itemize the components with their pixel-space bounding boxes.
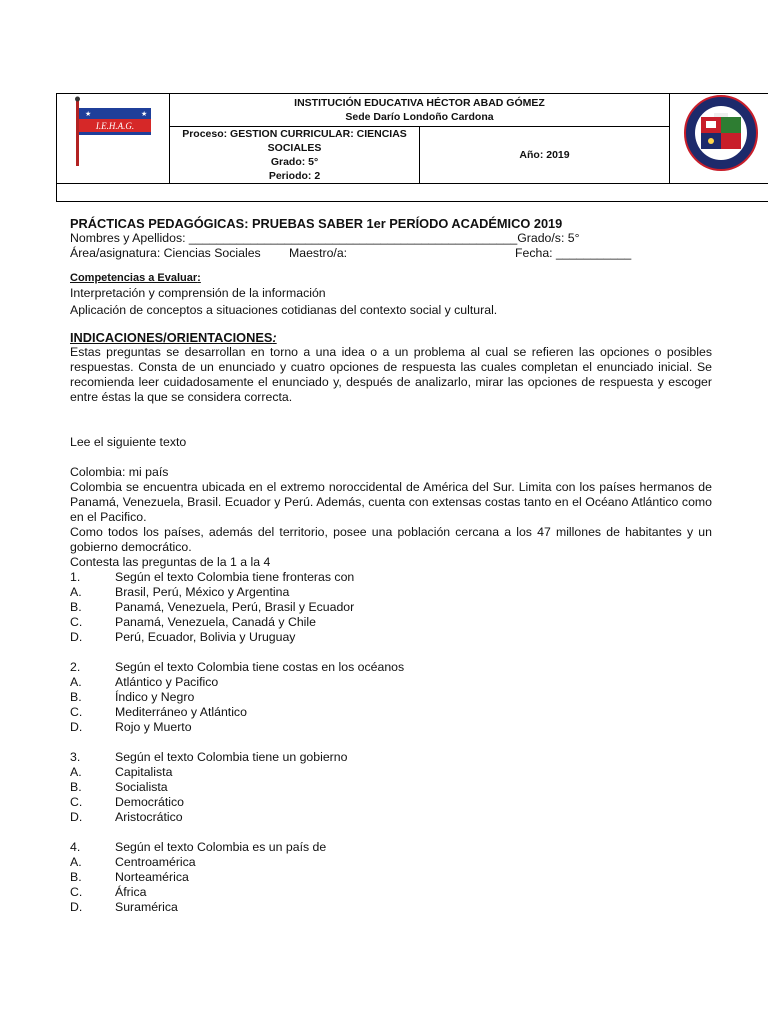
texto-paragraph-2: Como todos los países, además del territorio, posee una población cercana a los 47 millones de habitantes y un gobierno democrático. bbox=[70, 525, 712, 554]
answer-option[interactable] bbox=[70, 600, 712, 615]
question-stem bbox=[70, 840, 712, 855]
option-text: Índico y Negro bbox=[115, 690, 195, 704]
option-letter: C. bbox=[70, 615, 83, 629]
svg-text:★: ★ bbox=[85, 111, 92, 118]
fecha-field[interactable]: Fecha: ___________ bbox=[515, 246, 632, 260]
answer-option[interactable] bbox=[70, 585, 712, 600]
year-cell bbox=[420, 127, 670, 184]
option-text: Brasil, Perú, México y Argentina bbox=[115, 585, 290, 599]
contesta-instruction: Contesta las preguntas de la 1 a la 4 bbox=[70, 555, 271, 569]
nombres-field[interactable]: Nombres y Apellidos: ________________________________________________ bbox=[70, 231, 518, 245]
option-letter: A. bbox=[70, 675, 82, 689]
answer-option[interactable] bbox=[70, 705, 712, 720]
grade-text: Grado: 5° bbox=[270, 156, 319, 168]
option-text: Aristocrático bbox=[115, 810, 183, 824]
option-letter: A. bbox=[70, 585, 82, 599]
option-text: Socialista bbox=[115, 780, 168, 794]
option-letter: D. bbox=[70, 810, 83, 824]
competencias-heading: Competencias a Evaluar: bbox=[70, 272, 201, 284]
answer-option[interactable] bbox=[70, 690, 712, 705]
answer-option[interactable] bbox=[70, 765, 712, 780]
option-text: Centroamérica bbox=[115, 855, 196, 869]
option-letter: B. bbox=[70, 780, 82, 794]
area-field: Área/asignatura: Ciencias Sociales bbox=[70, 246, 261, 260]
school-seal-icon bbox=[684, 95, 758, 171]
indicaciones-heading: INDICACIONES/ORIENTACIONES: bbox=[70, 330, 277, 345]
process-cell bbox=[170, 127, 420, 184]
question-block bbox=[70, 840, 712, 915]
option-text: Rojo y Muerto bbox=[115, 720, 192, 734]
option-text: Panamá, Venezuela, Canadá y Chile bbox=[115, 615, 316, 629]
question-number: 3. bbox=[70, 750, 81, 764]
option-text: Perú, Ecuador, Bolivia y Uruguay bbox=[115, 630, 296, 644]
texto-title: Colombia: mi país bbox=[70, 465, 169, 479]
option-text: Atlántico y Pacifico bbox=[115, 675, 219, 689]
option-text: Mediterráneo y Atlántico bbox=[115, 705, 247, 719]
lee-instruction: Lee el siguiente texto bbox=[70, 435, 187, 449]
name-row bbox=[70, 231, 712, 246]
document-body bbox=[70, 216, 712, 915]
header-empty-row bbox=[57, 184, 768, 202]
option-letter: B. bbox=[70, 600, 82, 614]
period-text: Periodo: 2 bbox=[268, 170, 321, 182]
flag-logo-text: I.E.H.A.G. bbox=[95, 121, 135, 131]
option-text: Norteamérica bbox=[115, 870, 189, 884]
indicaciones-paragraph: Estas preguntas se desarrollan en torno a una idea o a un problema al cual se refieren las opciones o posibles respuestas. Consta de un enunciado y cuatro opciones de respuesta las cuales completan el enunciado inicial. Se recomienda leer cuidadosamente el enunciado y, después de analizarlo, mirar las opciones de respuesta y escoger entre éstas la que se considera correcta. bbox=[70, 345, 712, 404]
question-number: 2. bbox=[70, 660, 81, 674]
answer-option[interactable] bbox=[70, 810, 712, 825]
process-text: Proceso: GESTION CURRICULAR: CIENCIAS SOCIALES bbox=[182, 128, 407, 154]
competencia-item: Aplicación de conceptos a situaciones cotidianas del contexto social y cultural. bbox=[70, 303, 498, 317]
answer-option[interactable] bbox=[70, 795, 712, 810]
option-letter: B. bbox=[70, 690, 82, 704]
question-number: 1. bbox=[70, 570, 81, 584]
option-letter: A. bbox=[70, 855, 82, 869]
flag-logo-icon bbox=[71, 96, 161, 168]
question-stem bbox=[70, 660, 712, 675]
question-text: Según el texto Colombia tiene costas en los océanos bbox=[115, 660, 405, 674]
competencia-item: Interpretación y comprensión de la información bbox=[70, 286, 326, 300]
institution-cell bbox=[170, 94, 670, 127]
question-block bbox=[70, 750, 712, 825]
seal-cell bbox=[670, 94, 768, 184]
header-table bbox=[56, 93, 768, 202]
maestro-field[interactable]: Maestro/a: bbox=[289, 246, 348, 260]
answer-option[interactable] bbox=[70, 780, 712, 795]
option-text: Panamá, Venezuela, Perú, Brasil y Ecuador bbox=[115, 600, 355, 614]
option-letter: D. bbox=[70, 720, 83, 734]
answer-option[interactable] bbox=[70, 630, 712, 645]
grados-field: Grado/s: 5° bbox=[517, 231, 580, 245]
svg-text:★: ★ bbox=[141, 111, 148, 118]
answer-option[interactable] bbox=[70, 615, 712, 630]
question-block bbox=[70, 660, 712, 735]
question-stem bbox=[70, 750, 712, 765]
question-list bbox=[70, 570, 712, 915]
option-letter: B. bbox=[70, 870, 82, 884]
question-stem bbox=[70, 570, 712, 585]
question-text: Según el texto Colombia es un país de bbox=[115, 840, 327, 854]
flag-logo-cell bbox=[57, 94, 170, 184]
question-number: 4. bbox=[70, 840, 81, 854]
answer-option[interactable] bbox=[70, 720, 712, 735]
answer-option[interactable] bbox=[70, 675, 712, 690]
option-text: Democrático bbox=[115, 795, 185, 809]
answer-option[interactable] bbox=[70, 900, 712, 915]
option-letter: C. bbox=[70, 705, 83, 719]
question-text: Según el texto Colombia tiene un gobierno bbox=[115, 750, 348, 764]
answer-option[interactable] bbox=[70, 885, 712, 900]
option-text: África bbox=[115, 885, 147, 899]
document-header bbox=[56, 93, 768, 189]
area-row bbox=[70, 246, 712, 261]
year-text: Año: 2019 bbox=[519, 149, 570, 161]
answer-option[interactable] bbox=[70, 870, 712, 885]
page-title: PRÁCTICAS PEDAGÓGICAS: PRUEBAS SABER 1er PERÍODO ACADÉMICO 2019 bbox=[70, 216, 563, 231]
option-text: Suramérica bbox=[115, 900, 178, 914]
answer-option[interactable] bbox=[70, 855, 712, 870]
option-letter: A. bbox=[70, 765, 82, 779]
sede-name: Sede Darío Londoño Cardona bbox=[345, 111, 494, 123]
option-letter: C. bbox=[70, 885, 83, 899]
option-text: Capitalista bbox=[115, 765, 173, 779]
option-letter: D. bbox=[70, 630, 83, 644]
texto-paragraph-1: Colombia se encuentra ubicada en el extremo noroccidental de América del Sur. Limita con los países hermanos de Panamá, Venezuela, Brasil. Ecuador y Perú. Además, cuenta con extensas costas tanto en el Océano Atlántico como en el Pacifico. bbox=[70, 480, 712, 524]
question-block bbox=[70, 570, 712, 645]
option-letter: D. bbox=[70, 900, 83, 914]
option-letter: C. bbox=[70, 795, 83, 809]
question-text: Según el texto Colombia tiene fronteras con bbox=[115, 570, 355, 584]
institution-name: INSTITUCIÓN EDUCATIVA HÉCTOR ABAD GÓMEZ bbox=[294, 97, 545, 109]
